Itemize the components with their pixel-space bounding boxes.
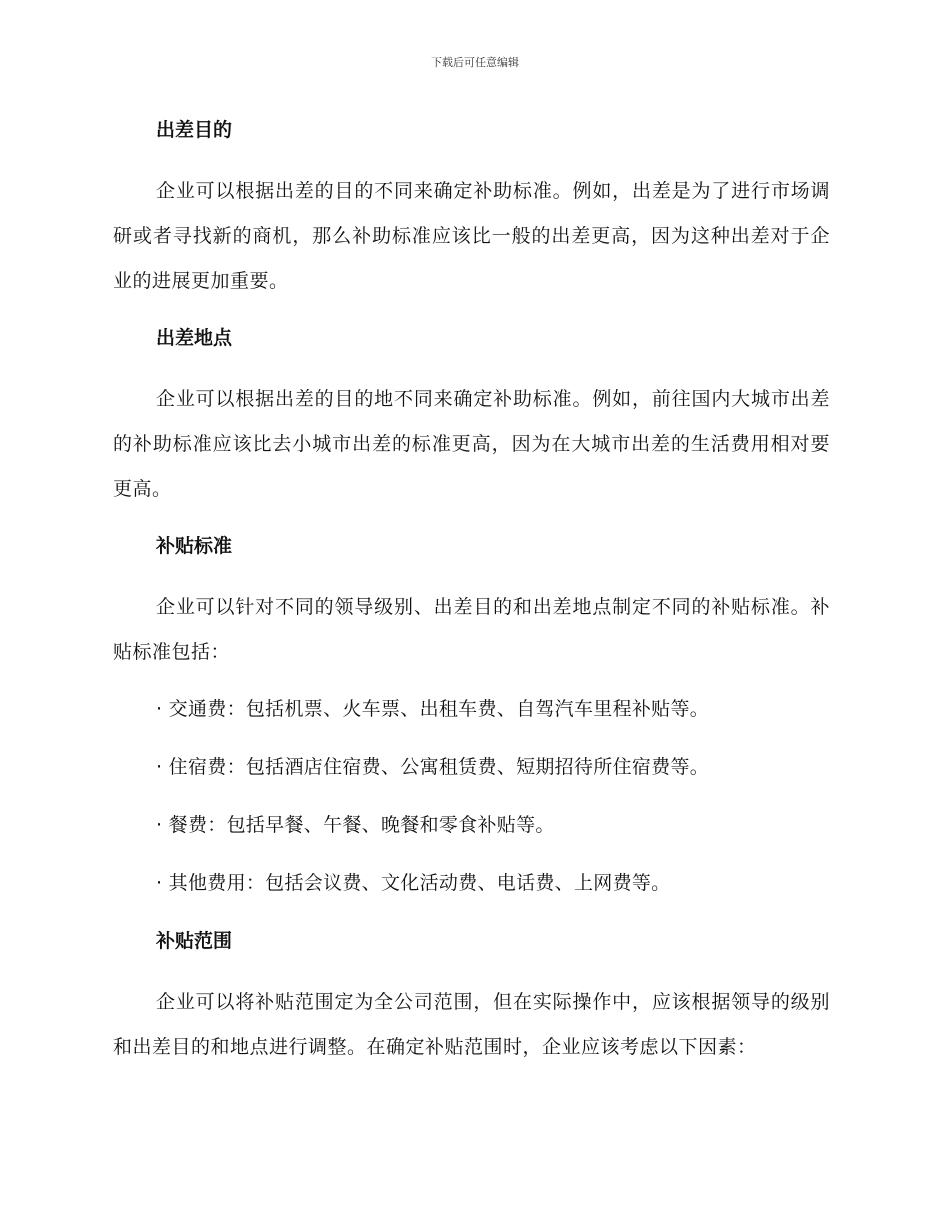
section-paragraph-purpose: 企业可以根据出差的目的不同来确定补助标准。例如，出差是为了进行市场调研或者寻找新的商机，那么补助标准应该比一般的出差更高，因为这种出差对于企业的进展更加重要。: [113, 180, 830, 292]
section-heading-scope: 补贴范围: [156, 930, 233, 952]
list-item-lodging: · 住宿费：包括酒店住宿费、公寓租赁费、短期招待所住宿费等。: [156, 756, 710, 778]
section-heading-standard: 补贴标准: [156, 535, 233, 557]
page-header-note: 下载后可任意编辑: [431, 56, 519, 69]
section-paragraph-location: 企业可以根据出差的目的地不同来确定补助标准。例如，前往国内大城市出差的补助标准应该比去小城市出差的标准更高，因为在大城市出差的生活费用相对要更高。: [113, 388, 830, 500]
document-body: [113, 114, 830, 1070]
section-heading-purpose: 出差目的: [156, 119, 233, 141]
section-heading-location: 出差地点: [156, 327, 233, 349]
list-item-meals: · 餐费：包括早餐、午餐、晚餐和零食补贴等。: [156, 814, 555, 836]
list-item-other: · 其他费用：包括会议费、文化活动费、电话费、上网费等。: [156, 872, 671, 894]
list-item-transport: · 交通费：包括机票、火车票、出租车费、自驾汽车里程补贴等。: [156, 698, 710, 720]
section-paragraph-standard: 企业可以针对不同的领导级别、出差目的和出差地点制定不同的补贴标准。补贴标准包括：: [113, 596, 830, 663]
section-paragraph-scope: 企业可以将补贴范围定为全公司范围，但在实际操作中，应该根据领导的级别和出差目的和地点进行调整。在确定补贴范围时，企业应该考虑以下因素：: [113, 991, 830, 1058]
